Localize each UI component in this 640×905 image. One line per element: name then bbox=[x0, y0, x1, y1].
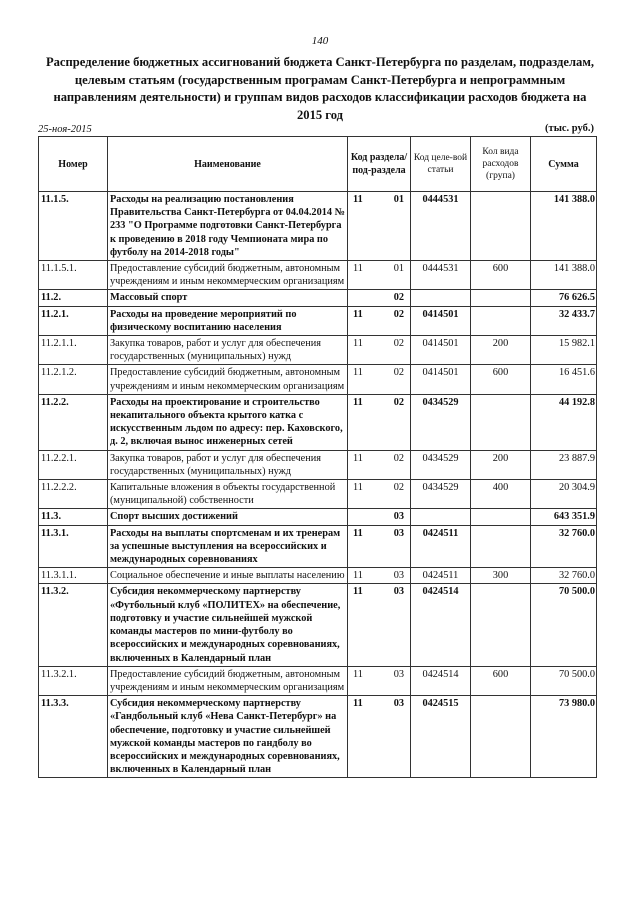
row-target-code: 0444531 bbox=[411, 192, 471, 261]
table-row bbox=[39, 525, 597, 568]
table-row bbox=[39, 568, 597, 584]
row-subsection-code: 01 bbox=[379, 261, 411, 290]
row-target-code: 0424515 bbox=[411, 696, 471, 778]
row-name: Массовый спорт bbox=[108, 290, 348, 306]
table-row bbox=[39, 336, 597, 365]
table-header-row bbox=[39, 137, 597, 192]
page-number: 140 bbox=[311, 35, 329, 47]
row-name: Субсидия некоммерческому партнерству «Футбольный клуб «ПОЛИТЕХ» на обеспечение, подготовку и участие сильнейшей мужской команды мастеров по мини-футболу во всероссийских и международных соревнованиях, включенных в Календарный план bbox=[108, 584, 348, 666]
row-expense-type: 300 bbox=[471, 568, 531, 584]
table-row bbox=[39, 306, 597, 335]
row-amount: 73 980.0 bbox=[531, 696, 597, 778]
row-number: 11.2.2. bbox=[39, 394, 108, 450]
row-name: Субсидия некоммерческому партнерству «Гандбольный клуб «Нева Санкт-Петербург» на обеспечение, подготовку и участие сильнейшей мужской команды мастеров по гандболу во всероссийских и международных соревнованиях, включенных в Календарный план bbox=[108, 696, 348, 778]
row-section-code: 11 bbox=[348, 365, 379, 394]
row-amount: 643 351.9 bbox=[531, 509, 597, 525]
row-section-code: 11 bbox=[348, 306, 379, 335]
row-number: 11.2.1. bbox=[39, 306, 108, 335]
row-amount: 44 192.8 bbox=[531, 394, 597, 450]
row-expense-type: 400 bbox=[471, 480, 531, 509]
row-amount: 23 887.9 bbox=[531, 450, 597, 479]
row-section-code: 11 bbox=[348, 568, 379, 584]
row-name: Расходы на выплаты спортсменам и их тренерам за успешные выступления на всероссийских и международных соревнованиях bbox=[108, 525, 348, 568]
row-subsection-code: 02 bbox=[379, 394, 411, 450]
row-amount: 32 433.7 bbox=[531, 306, 597, 335]
table-row bbox=[39, 394, 597, 450]
table-row bbox=[39, 261, 597, 290]
row-number: 11.1.5. bbox=[39, 192, 108, 261]
row-number: 11.3. bbox=[39, 509, 108, 525]
row-target-code: 0414501 bbox=[411, 306, 471, 335]
table-row bbox=[39, 696, 597, 778]
row-expense-type bbox=[471, 525, 531, 568]
row-subsection-code: 03 bbox=[379, 525, 411, 568]
table-row bbox=[39, 290, 597, 306]
row-subsection-code: 03 bbox=[379, 696, 411, 778]
row-target-code: 0434529 bbox=[411, 394, 471, 450]
row-number: 11.3.2. bbox=[39, 584, 108, 666]
row-number: 11.2. bbox=[39, 290, 108, 306]
row-section-code: 11 bbox=[348, 480, 379, 509]
row-name: Предоставление субсидий бюджетным, автономным учреждениям и иным некоммерческим организациям bbox=[108, 365, 348, 394]
row-name: Спорт высших достижений bbox=[108, 509, 348, 525]
row-number: 11.2.2.2. bbox=[39, 480, 108, 509]
row-name: Закупка товаров, работ и услуг для обеспечения государственных (муниципальных) нужд bbox=[108, 336, 348, 365]
row-number: 11.2.1.2. bbox=[39, 365, 108, 394]
row-subsection-code: 02 bbox=[379, 306, 411, 335]
header-expense-type: Кол вида расходов (група) bbox=[471, 137, 531, 192]
row-target-code: 0424514 bbox=[411, 584, 471, 666]
row-amount: 70 500.0 bbox=[531, 666, 597, 695]
row-name: Расходы на проведение мероприятий по физическому воспитанию населения bbox=[108, 306, 348, 335]
row-amount: 32 760.0 bbox=[531, 568, 597, 584]
row-section-code bbox=[348, 509, 379, 525]
document-title: Распределение бюджетных ассигнований бюджета Санкт-Петербурга по разделам, подразделам, целевым статьям (государственным програмам Санкт-Петербурга и непрограммным направлениям деятельности) и группам видов расходов классификации расходов бюджета на 2015 год bbox=[45, 55, 595, 122]
row-target-code bbox=[411, 509, 471, 525]
row-subsection-code: 03 bbox=[379, 568, 411, 584]
header-amount: Сумма bbox=[531, 137, 597, 192]
row-section-code: 11 bbox=[348, 525, 379, 568]
row-amount: 16 451.6 bbox=[531, 365, 597, 394]
row-name: Расходы на проектирование и строительство некапитального объекта крытого катка с искусственным льдом по адресу: пер. Каховского, д. 2, включая вынос инженерных сетей bbox=[108, 394, 348, 450]
row-section-code: 11 bbox=[348, 666, 379, 695]
row-expense-type: 600 bbox=[471, 261, 531, 290]
row-name: Капитальные вложения в объекты государственной (муниципальной) собственности bbox=[108, 480, 348, 509]
row-expense-type: 200 bbox=[471, 336, 531, 365]
row-name: Расходы на реализацию постановления Правительства Санкт-Петербурга от 04.04.2014 № 233 "О Программе подготовки Санкт-Петербурга к проведению в 2018 году Чемпионата мира по футболу на 2014-2018 годы" bbox=[108, 192, 348, 261]
units-label: (тыс. руб.) bbox=[545, 123, 594, 134]
row-name: Закупка товаров, работ и услуг для обеспечения государственных (муниципальных) нужд bbox=[108, 450, 348, 479]
row-target-code: 0414501 bbox=[411, 365, 471, 394]
row-number: 11.2.2.1. bbox=[39, 450, 108, 479]
table-row bbox=[39, 365, 597, 394]
table-row bbox=[39, 192, 597, 261]
row-expense-type bbox=[471, 306, 531, 335]
row-subsection-code: 02 bbox=[379, 480, 411, 509]
header-target-code: Код целе-вой статьи bbox=[411, 137, 471, 192]
row-subsection-code: 03 bbox=[379, 509, 411, 525]
row-expense-type bbox=[471, 584, 531, 666]
table-row bbox=[39, 509, 597, 525]
header-number: Номер bbox=[39, 137, 108, 192]
row-amount: 76 626.5 bbox=[531, 290, 597, 306]
row-target-code: 0444531 bbox=[411, 261, 471, 290]
row-expense-type: 200 bbox=[471, 450, 531, 479]
row-section-code: 11 bbox=[348, 584, 379, 666]
row-subsection-code: 02 bbox=[379, 336, 411, 365]
row-amount: 141 388.0 bbox=[531, 192, 597, 261]
row-amount: 15 982.1 bbox=[531, 336, 597, 365]
row-name: Социальное обеспечение и иные выплаты населению bbox=[108, 568, 348, 584]
row-expense-type bbox=[471, 192, 531, 261]
row-amount: 32 760.0 bbox=[531, 525, 597, 568]
row-number: 11.2.1.1. bbox=[39, 336, 108, 365]
row-section-code: 11 bbox=[348, 394, 379, 450]
row-target-code: 0434529 bbox=[411, 480, 471, 509]
row-section-code: 11 bbox=[348, 450, 379, 479]
row-name: Предоставление субсидий бюджетным, автономным учреждениям и иным некоммерческим организациям bbox=[108, 666, 348, 695]
row-subsection-code: 02 bbox=[379, 290, 411, 306]
row-section-code bbox=[348, 290, 379, 306]
row-target-code: 0424514 bbox=[411, 666, 471, 695]
row-subsection-code: 01 bbox=[379, 192, 411, 261]
table-row bbox=[39, 584, 597, 666]
row-name: Предоставление субсидий бюджетным, автономным учреждениям и иным некоммерческим организациям bbox=[108, 261, 348, 290]
row-section-code: 11 bbox=[348, 192, 379, 261]
row-subsection-code: 03 bbox=[379, 666, 411, 695]
row-subsection-code: 02 bbox=[379, 365, 411, 394]
row-number: 11.3.1.1. bbox=[39, 568, 108, 584]
row-expense-type bbox=[471, 290, 531, 306]
row-expense-type: 600 bbox=[471, 666, 531, 695]
row-expense-type bbox=[471, 394, 531, 450]
row-subsection-code: 02 bbox=[379, 450, 411, 479]
row-section-code: 11 bbox=[348, 696, 379, 778]
row-amount: 70 500.0 bbox=[531, 584, 597, 666]
row-expense-type bbox=[471, 509, 531, 525]
header-section-code: Код раздела/ под-раздела bbox=[348, 137, 411, 192]
row-target-code: 0424511 bbox=[411, 525, 471, 568]
row-subsection-code: 03 bbox=[379, 584, 411, 666]
table-row bbox=[39, 666, 597, 695]
row-target-code: 0414501 bbox=[411, 336, 471, 365]
row-number: 11.3.2.1. bbox=[39, 666, 108, 695]
table-row bbox=[39, 450, 597, 479]
row-target-code: 0424511 bbox=[411, 568, 471, 584]
row-expense-type bbox=[471, 696, 531, 778]
row-number: 11.3.1. bbox=[39, 525, 108, 568]
row-amount: 20 304.9 bbox=[531, 480, 597, 509]
row-amount: 141 388.0 bbox=[531, 261, 597, 290]
header-name: Наименование bbox=[108, 137, 348, 192]
table-row bbox=[39, 480, 597, 509]
row-section-code: 11 bbox=[348, 261, 379, 290]
budget-table bbox=[38, 136, 597, 778]
row-expense-type: 600 bbox=[471, 365, 531, 394]
row-target-code: 0434529 bbox=[411, 450, 471, 479]
row-target-code bbox=[411, 290, 471, 306]
document-date: 25-ноя-2015 bbox=[38, 124, 92, 135]
row-section-code: 11 bbox=[348, 336, 379, 365]
row-number: 11.3.3. bbox=[39, 696, 108, 778]
row-number: 11.1.5.1. bbox=[39, 261, 108, 290]
